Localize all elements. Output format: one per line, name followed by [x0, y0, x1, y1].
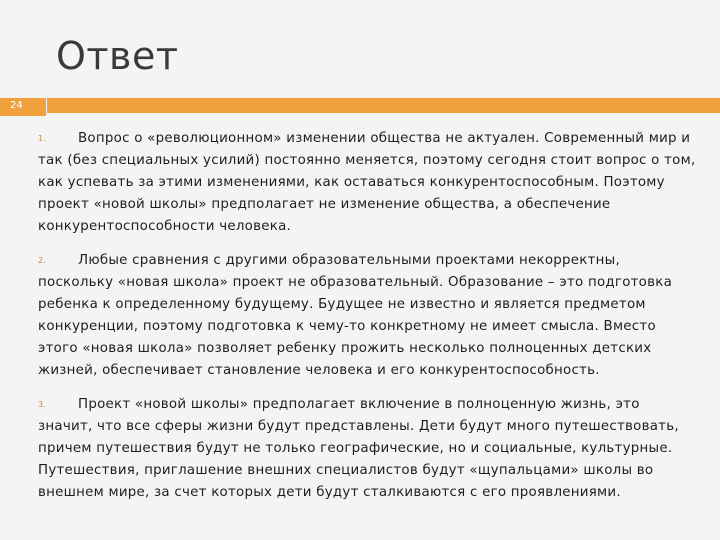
title-divider-bar: [47, 98, 720, 113]
slide-number-bar: [0, 98, 46, 116]
paragraph-marker: 1.: [38, 134, 47, 143]
paragraph-text: Проект «новой школы» предполагает включение в полноценную жизнь, это значит, что все сферы жизни будут представлены. Дети будут много путешествовать, причем путешествия будут не только географические, но и социальные, культурные. Путешествия, приглашение внешних специалистов будут «щупальцами» школы во внешнем мире, за счет которых дети будут сталкиваются с его проявлениями.: [38, 397, 679, 500]
paragraph-marker: 2.: [38, 256, 47, 265]
paragraph-marker: 3.: [38, 400, 47, 409]
answer-paragraph-2: [38, 250, 698, 382]
paragraph-text: Вопрос о «революционном» изменении общества не актуален. Современный мир и так (без специальных усилий) постоянно меняется, поэтому сегодня стоит вопрос о том, как успевать за этими изменениями, как оставаться конкурентоспособным. Поэтому проект «новой школы» предполагает не изменение общества, а обеспечение конкурентоспособности человека.: [38, 131, 696, 234]
answer-paragraph-1: [38, 128, 698, 238]
slide-title: Ответ: [56, 34, 179, 78]
slide-number: 24: [10, 100, 23, 111]
answer-list: [38, 128, 698, 516]
paragraph-text: Любые сравнения с другими образовательными проектами некорректны, поскольку «новая школа» проект не образовательный. Образование – это подготовка ребенка к определенному будущему. Будущее не известно и является предметом конкуренции, поэтому подготовка к чему-то конкретному не имеет смысла. Вместо этого «новая школа» позволяет ребенку прожить несколько полноценных детских жизней, обеспечивает становление человека и его конкурентоспособность.: [38, 253, 673, 378]
answer-paragraph-3: [38, 394, 698, 504]
